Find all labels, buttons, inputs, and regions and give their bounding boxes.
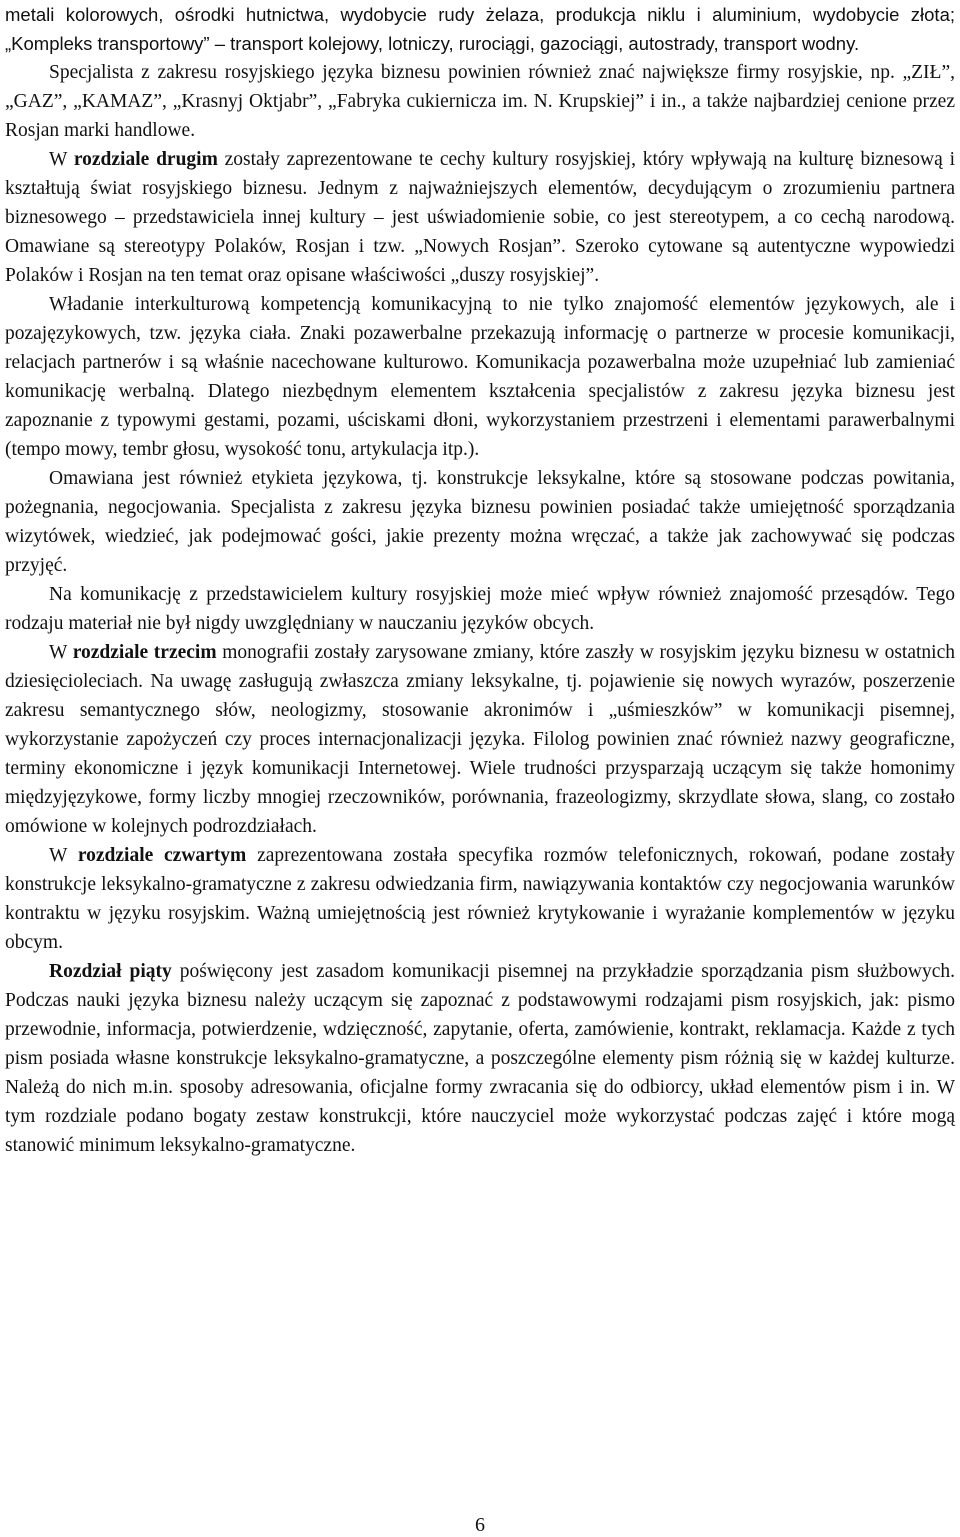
paragraph-continuation [5, 0, 955, 58]
paragraph-text: W [49, 845, 78, 866]
paragraph [5, 290, 955, 464]
paragraph-text: poświęcony jest zasadom komunikacji pisemnej na przykładzie sporządzania pism służbowych. Podczas nauki języka biznesu należy uczącym się zapoznać z podstawowymi rodzajami pism rosyjskich, jak: pismo przewodnie, informacja, potwierdzenie, wdzięczność, zapytanie, oferta, zamówienie, kontrakt, reklamacja. Każde z tych pism posiada własne konstrukcje leksykalno-gramatyczne, a poszczególne elementy pism różnią się w każdej kulturze. Należą do nich m.in. sposoby adresowania, oficjalne formy zwracania się do odbiorcy, układ elementów pism i in. W tym rozdziale podano bogaty zestaw konstrukcji, które nauczyciel może wykorzystać podczas zajęć i które mogą stanowić minimum leksykalno-gramatyczne. [5, 961, 955, 1156]
paragraph-text: metali kolorowych, ośrodki hutnictwa, wydobycie rudy żelaza, produkcja niklu i aluminium, wydobycie złota; „Kompleks transportowy” – transport kolejowy, lotniczy, rurociągi, gazociągi, autostrady, transport wodny. [5, 4, 955, 54]
paragraph-text: Władanie interkulturową kompetencją komunikacyjną to nie tylko znajomość elementów językowych, ale i pozajęzykowych, tzw. języka ciała. Znaki pozawerbalne przekazują informację o partnerze w procesie komunikacji, relacjach partnerów i są właśnie nacechowane kulturowo. Komunikacja pozawerbalna może uzupełniać lub zamieniać komunikację werbalną. Dlatego niezbędnym elementem kształcenia specjalistów z zakresu języka biznesu jest zapoznanie z typowymi gestami, pozami, uściskami dłoni, wykorzystaniem przestrzeni i elementami parawerbalnymi (tempo mowy, tembr głosu, wysokość tonu, artykulacja itp.). [5, 294, 955, 460]
paragraph-text: W [49, 149, 74, 170]
chapter-reference: rozdziale trzecim [72, 642, 217, 663]
paragraph-chapter-four [5, 841, 955, 957]
paragraph [5, 58, 955, 145]
chapter-reference: rozdziale drugim [73, 149, 218, 170]
paragraph-text: Omawiana jest również etykieta językowa, tj. konstrukcje leksykalne, które są stosowane podczas powitania, pożegnania, negocjowania. Specjalista z zakresu języka biznesu powinien posiadać także umiejętność sporządzania wizytówek, wiedzieć, jak podejmować gości, jakie prezenty można wręczać, a także jak zachowywać się podczas przyjęć. [5, 468, 955, 576]
paragraph-text: zostały zaprezentowane te cechy kultury rosyjskiej, który wpływają na kulturę biznesową i kształtują świat rosyjskiego biznesu. Jednym z najważniejszych elementów, decydującym o zrozumieniu partnera biznesowego – przedstawiciela innej kultury – jest uświadomienie sobie, co jest stereotypem, a co cechą narodową. Omawiane są stereotypy Polaków, Rosjan i tzw. „Nowych Rosjan”. Szeroko cytowane są autentyczne wypowiedzi Polaków i Rosjan na ten temat oraz opisane właściwości „duszy rosyjskiej”. [5, 149, 955, 286]
paragraph [5, 580, 955, 638]
paragraph-text: zaprezentowana została specyfika rozmów telefonicznych, rokowań, podane zostały konstrukcje leksykalno-gramatyczne z zakresu odwiedzania firm, nawiązywania kontaktów czy negocjowania warunków kontraktu w języku rosyjskim. Ważną umiejętnością jest również krytykowanie i wyrażanie komplementów w języku obcym. [5, 845, 955, 953]
chapter-reference: Rozdział piąty [49, 961, 172, 982]
paragraph-chapter-two [5, 145, 955, 290]
paragraph-text: monografii zostały zarysowane zmiany, które zaszły w rosyjskim języku biznesu w ostatnich dziesięcioleciach. Na uwagę zasługują zwłaszcza zmiany leksykalne, tj. pojawienie się nowych wyrazów, poszerzenie zakresu semantycznego słów, neologizmy, stosowanie akronimów i „uśmieszków” w komunikacji pisemnej, wykorzystanie zapożyczeń czy proces internacjonalizacji języka. Filolog powinien znać również nazwy geograficzne, terminy ekonomiczne i język komunikacji Internetowej. Wiele trudności przysparzają uczącym się także homonimy międzyjęzykowe, formy liczby mnogiej rzeczowników, porównania, frazeologizmy, skrzydlate słowa, slang, co zostało omówione w kolejnych podrozdziałach. [5, 642, 955, 837]
page-number: 6 [475, 1514, 485, 1536]
paragraph-text: Na komunikację z przedstawicielem kultury rosyjskiej może mieć wpływ również znajomość przesądów. Tego rodzaju materiał nie był nigdy uwzględniany w nauczaniu języków obcych. [5, 584, 955, 634]
paragraph-chapter-three [5, 638, 955, 841]
chapter-reference: rozdziale czwartym [77, 845, 247, 866]
paragraph [5, 464, 955, 580]
paragraph-chapter-five [5, 957, 955, 1160]
paragraph-text: W [49, 642, 73, 663]
paragraph-text: Specjalista z zakresu rosyjskiego języka biznesu powinien również znać największe firmy rosyjskie, np. „ZIŁ”, „GAZ”, „KAMAZ”, „Krasnyj Oktjabr”, „Fabryka cukiernicza im. N. Krupskiej” i in., a także najbardziej cenione przez Rosjan marki handlowe. [5, 62, 955, 141]
body-text [5, 0, 955, 1160]
